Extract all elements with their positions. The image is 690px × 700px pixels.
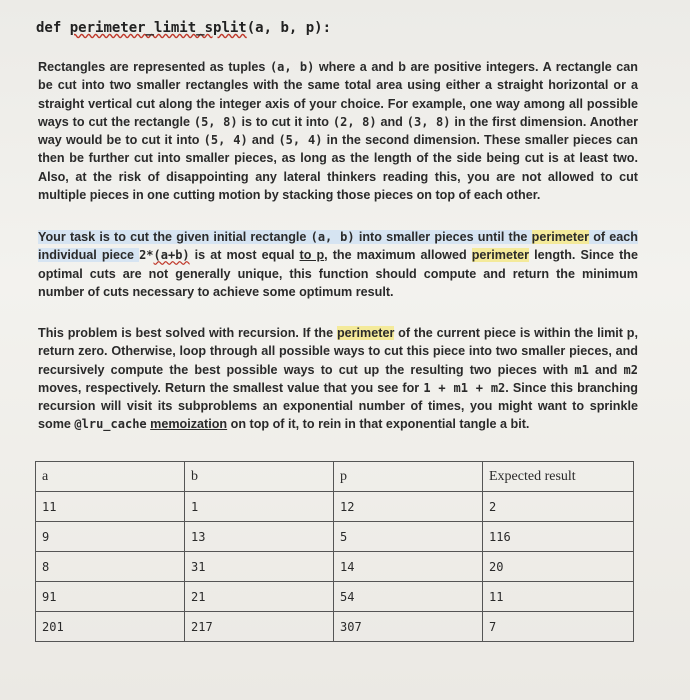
code: (a, b): [310, 230, 355, 244]
code: (3, 8): [406, 114, 451, 129]
table-header-row: [36, 462, 634, 492]
table-cell: 1: [185, 492, 334, 522]
paragraph-description: [38, 58, 638, 204]
table-cell: 21: [185, 582, 334, 612]
table-row: [36, 492, 634, 522]
text: and: [588, 362, 624, 377]
table-row: [36, 612, 634, 642]
table-cell: 9: [36, 522, 185, 552]
table-cell: 217: [185, 612, 334, 642]
table-row: [36, 582, 634, 612]
text: in the first dimension. Another way would be to cut it into: [38, 114, 639, 148]
text: This problem is best solved with recursion. If the: [38, 326, 337, 340]
code: (5, 8): [193, 114, 238, 129]
highlight: perimeter: [531, 230, 590, 244]
header-expected-result: Expected result: [483, 462, 634, 492]
highlight: perimeter: [336, 326, 395, 340]
header-b: b: [185, 462, 334, 492]
table-row: [36, 552, 634, 582]
table-cell: 201: [36, 612, 185, 642]
text: of the current piece is within the limit p, return zero. Otherwise, loop through all possible ways to cut this piece into two smaller pieces, and recursively compute the best possible ways to cut up the resulting two pieces with: [38, 326, 638, 377]
code: m2: [623, 362, 638, 377]
table-cell: 8: [36, 552, 185, 582]
code: @lru_cache: [74, 417, 147, 432]
highlight: perimeter: [471, 248, 530, 263]
text: on top of it, to rein in that exponential tangle a bit.: [227, 417, 530, 432]
code: (a+b): [153, 248, 190, 263]
text: Your task is to cut the given initial rectangle: [38, 230, 311, 244]
text: moves, respectively. Return the smallest value that you see for: [38, 380, 424, 395]
header-a: a: [36, 462, 185, 492]
code: (5, 4): [278, 133, 323, 148]
paragraph-task: [38, 228, 638, 301]
table-cell: 14: [334, 552, 483, 582]
table-cell: 11: [36, 492, 185, 522]
code: 1 + m1 + m2: [423, 380, 506, 395]
table-cell: 54: [334, 582, 483, 612]
table-cell: 91: [36, 582, 185, 612]
table-cell: 116: [483, 522, 634, 552]
code: (5, 4): [203, 133, 248, 148]
text: into smaller pieces until the: [354, 230, 532, 244]
code: m1: [574, 362, 589, 377]
text: and: [247, 133, 279, 148]
table-cell: 7: [483, 612, 634, 642]
table-cell: 20: [483, 552, 634, 582]
text: of each individual piece: [38, 230, 638, 263]
table-cell: 12: [334, 492, 483, 522]
text: Rectangles are represented as tuples: [38, 60, 270, 74]
table-row: [36, 522, 634, 552]
text: in the second dimension. These smaller pieces can then be further cut into smaller pieces, as long as the length of the side being cut is at least two. Also, at the risk of disappointing any lateral thinkers reading this, you are not allowed to cut multiple pieces in one cutting motion by stacking those pieces on top of each other.: [38, 133, 638, 203]
table-cell: 13: [185, 522, 334, 552]
text: where a and b are positive integers. A rectangle can be cut into two smaller rectangles with the same total area using either a straight horizontal or a straight vertical cut along the integer axis of your choice. For example, one way among all possible ways to cut the rectangle: [38, 60, 638, 129]
function-params: (a, b, p):: [246, 20, 332, 36]
text: length. Since the optimal cuts are not generally unique, this function should compute and return the minimum number of cuts necessary to achieve some optimum result.: [38, 248, 638, 299]
text: is to cut it into: [237, 114, 333, 129]
header-p: p: [334, 462, 483, 492]
text: and: [376, 114, 407, 129]
function-signature: [36, 20, 331, 36]
function-name: perimeter_limit_split: [69, 20, 247, 36]
table-cell: 11: [483, 582, 634, 612]
table-cell: 307: [334, 612, 483, 642]
text: is at most equal: [189, 248, 300, 263]
code: (2, 8): [332, 114, 377, 129]
table-cell: 2: [483, 492, 634, 522]
text: , the maximum allowed: [324, 248, 472, 263]
test-cases-table: [35, 461, 634, 642]
underlined-text: to p: [299, 248, 325, 263]
code: (a, b): [269, 60, 315, 74]
text: . Since this branching recursion will visit its subproblems an exponential number of times, you might want to sprinkle some: [38, 380, 638, 432]
underlined-text: memoization: [150, 417, 228, 432]
table-cell: 5: [334, 522, 483, 552]
table-cell: 31: [185, 552, 334, 582]
def-keyword: def: [36, 20, 62, 36]
code: 2*: [139, 248, 154, 263]
paragraph-recursion: [38, 324, 638, 434]
